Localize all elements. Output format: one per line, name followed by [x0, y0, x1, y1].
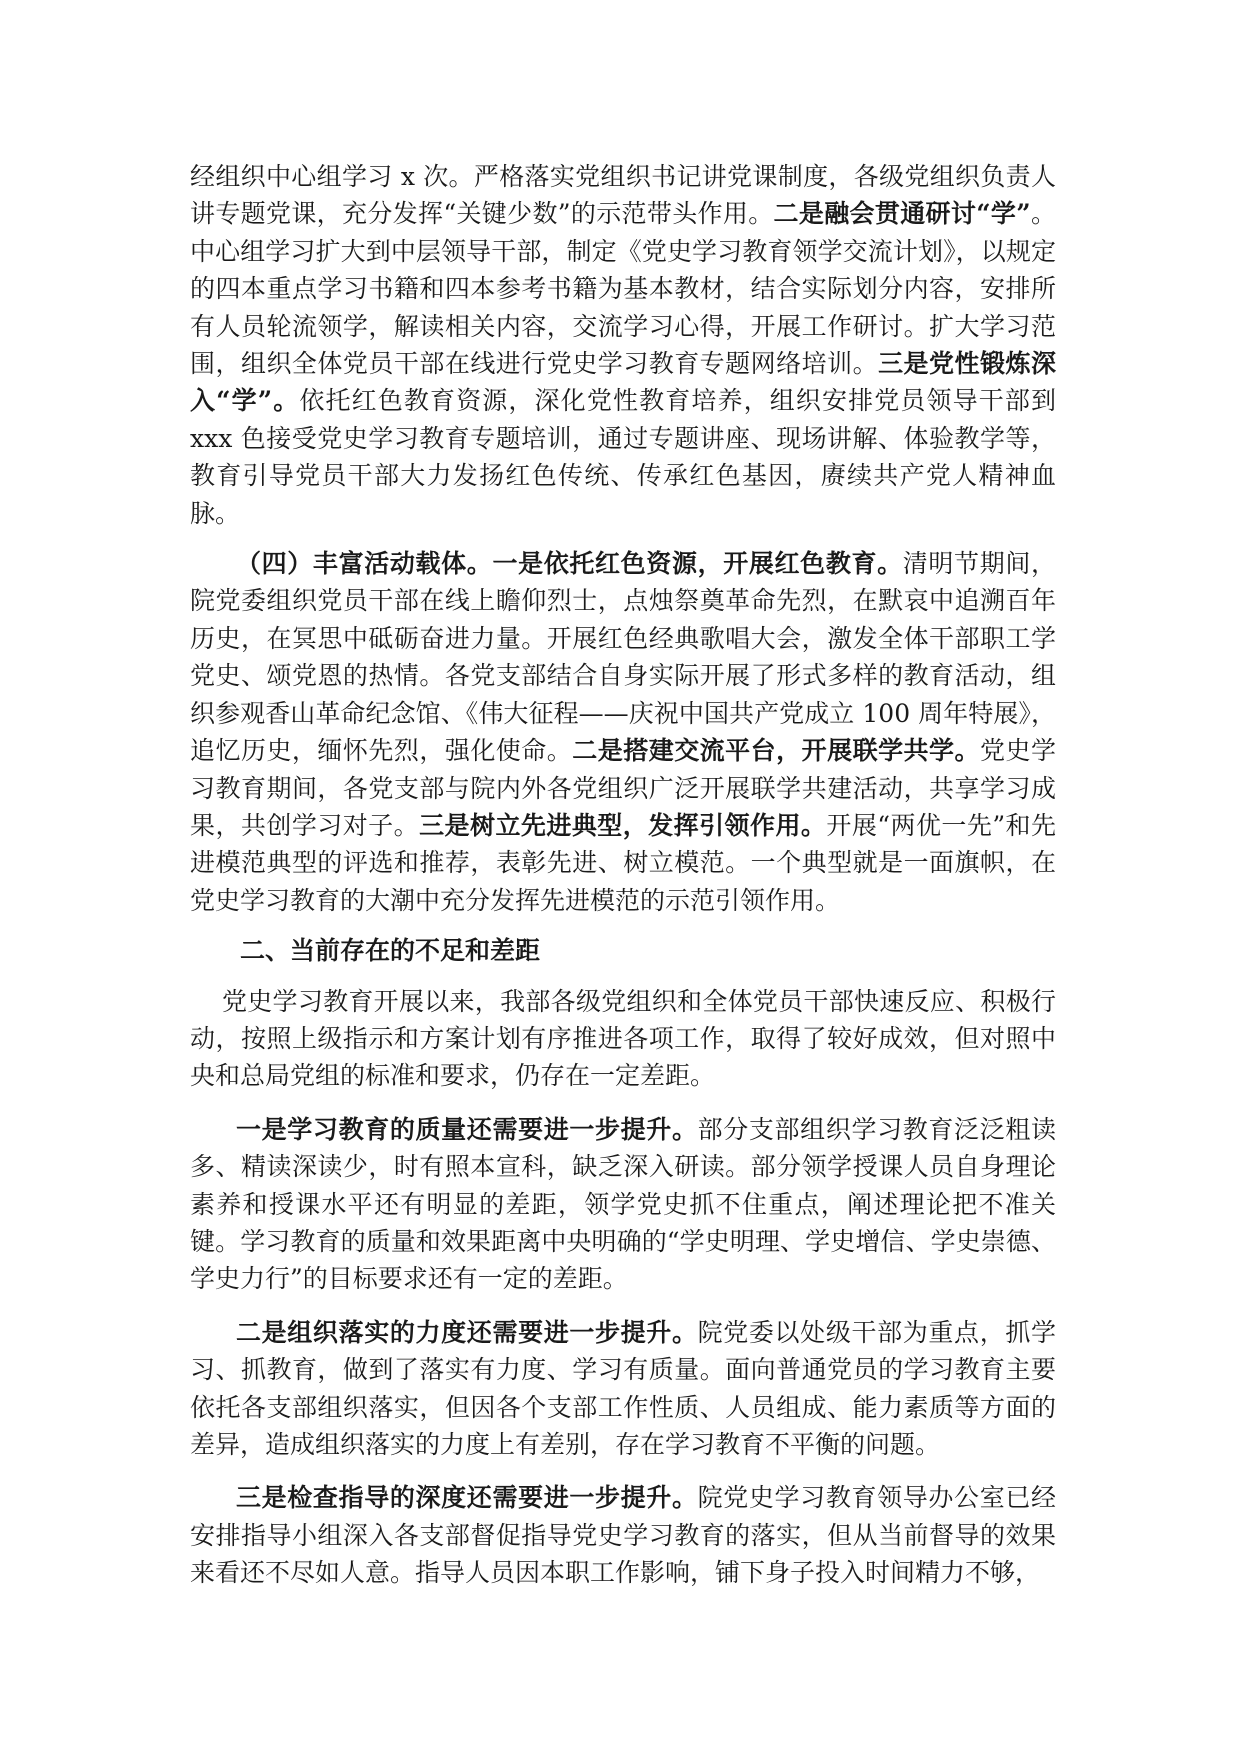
text-run: 部分支部组织学习教育泛泛粗读多、精读深读少，时有照本宣科，缺乏深入研读。部分领学授课人员自身理论素养和授课水平还有明显的差距，领学党史抓不住重点，阐述理论把不准关键。学习教育的质量和效果距离中央明确的“学史明理、学史增信、学史崇德、学史力行”的目标要求还有一定的差距。: [190, 1114, 1056, 1294]
bold-text-run: 三是党性锻炼深入“学”。: [190, 349, 1056, 416]
bold-text-run: 二、当前存在的不足和差距: [240, 936, 541, 966]
document-page: [190, 158, 1056, 1592]
text-run: 党史学习教育开展以来，我部各级党组织和全体党员干部快速反应、积极行动，按照上级指示和方案计划有序推进各项工作，取得了较好成效，但对照中央和总局党组的标准和要求，仍存在一定差距。: [190, 986, 1056, 1091]
bold-text-run: 二是融会贯通研讨“学”: [773, 199, 1031, 229]
paragraph-issue-organization: [190, 1314, 1056, 1464]
paragraph-study-forms: [190, 158, 1056, 532]
paragraph-issue-quality: [190, 1111, 1056, 1298]
text-run: 清明节期间，院党委组织党员干部在线上瞻仰烈士，点烛祭奠革命先烈，在默哀中追溯百年历史，在冥思中砥砺奋进力量。开展红色经典歌唱大会，激发全体干部职工学党史、颂党恩的热情。各党支部结合自身实际开展了形式多样的教育活动，组织参观香山革命纪念馆、《伟大征程——庆祝中国共产党成立 100 周年特展》，追忆历史，缅怀先烈，强化使命。: [190, 549, 1056, 766]
text-run: 依托红色教育资源，深化党性教育培养，组织安排党员领导干部到 xxx 色接受党史学习教育专题培训，通过专题讲座、现场讲解、体验教学等，教育引导党员干部大力发扬红色传统、传承红色基因，赓续共产党人精神血脉。: [190, 386, 1056, 528]
bold-text-run: 三是树立先进典型，发挥引领作用。: [419, 810, 827, 840]
bold-text-run: 一是学习教育的质量还需要进一步提升。: [236, 1114, 698, 1144]
text-run: 。中心组学习扩大到中层领导干部，制定《党史学习教育领学交流计划》，以规定的四本重点学习书籍和四本参考书籍为基本教材，结合实际划分内容，安排所有人员轮流领学，解读相关内容，交流学习心得，开展工作研讨。扩大学习范围，组织全体党员干部在线进行党史学习教育专题网络培训。: [190, 199, 1056, 379]
text-run: 开展“两优一先”和先进模范典型的评选和推荐，表彰先进、树立模范。一个典型就是一面旗帜，在党史学习教育的大潮中充分发挥先进模范的示范引领作用。: [190, 810, 1056, 915]
section-heading-shortcomings: [190, 932, 1056, 969]
text-run: 经组织中心组学习 x 次。严格落实党组织书记讲党课制度，各级党组织负责人讲专题党课，充分发挥“关键少数”的示范带头作用。: [190, 162, 1056, 229]
bold-text-run: 二是搭建交流平台，开展联学共学。: [572, 736, 981, 766]
text-run: 院党委以处级干部为重点，抓学习、抓教育，做到了落实有力度、学习有质量。面向普通党员的学习教育主要依托各支部组织落实，但因各个支部工作性质、人员组成、能力素质等方面的差异，造成组织落实的力度上有差别，存在学习教育不平衡的问题。: [190, 1317, 1056, 1459]
bold-text-run: （四）丰富活动载体。一是依托红色资源，开展红色教育。: [236, 549, 903, 579]
text-run: 院党史学习教育领导办公室已经安排指导小组深入各支部督促指导党史学习教育的落实，但从当前督导的效果来看还不尽如人意。指导人员因本职工作影响，铺下身子投入时间精力不够，: [190, 1483, 1056, 1588]
bold-text-run: 三是检查指导的深度还需要进一步提升。: [236, 1483, 698, 1513]
text-run: 党史学习教育期间，各党支部与院内外各党组织广泛开展联学共建活动，共享学习成果，共创学习对子。: [190, 736, 1056, 840]
paragraph-issue-inspection: [190, 1479, 1056, 1591]
paragraph-activity-carriers: [190, 545, 1056, 919]
bold-text-run: 二是组织落实的力度还需要进一步提升。: [236, 1317, 698, 1347]
paragraph-shortcomings-intro: [190, 983, 1056, 1095]
